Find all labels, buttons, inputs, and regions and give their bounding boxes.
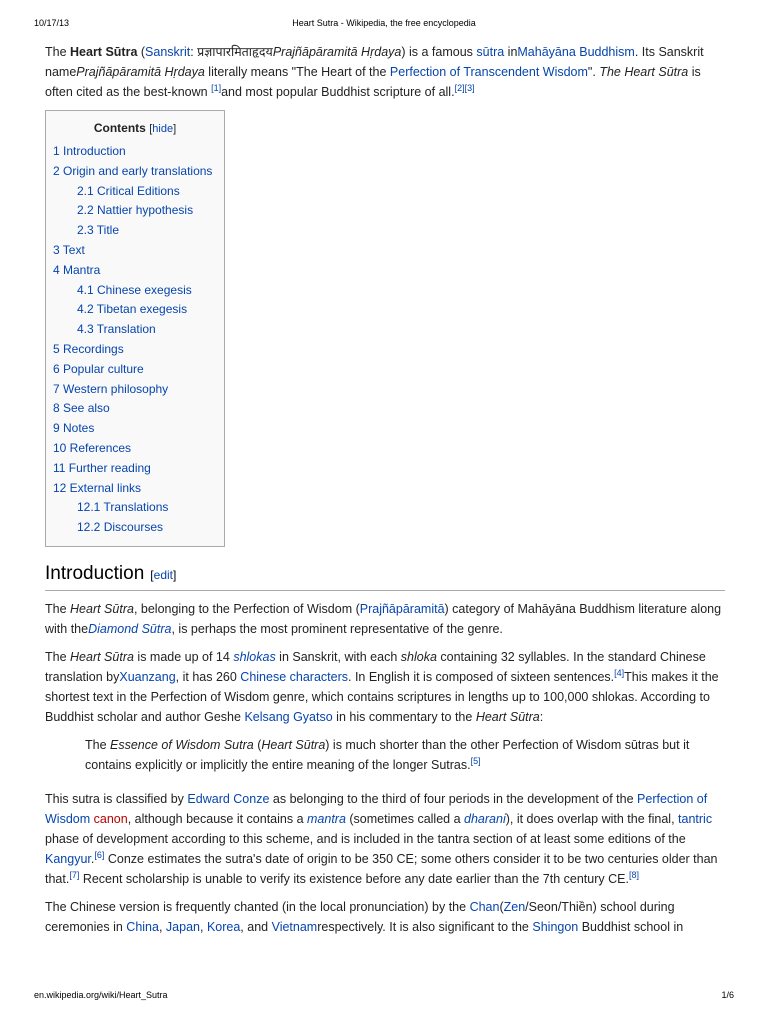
text: (	[253, 737, 262, 752]
ref-6[interactable]: [6]	[94, 849, 105, 860]
text: ,	[158, 919, 166, 934]
link-chan[interactable]: Chan	[469, 899, 500, 914]
article-content	[45, 42, 725, 945]
text: and most popular Buddhist scripture of all.	[221, 85, 455, 99]
link-text: shlokas	[233, 649, 276, 664]
toc-item-further-reading[interactable]: 11 Further reading	[53, 460, 151, 475]
heading-text: Introduction	[45, 562, 145, 584]
link-sutra[interactable]: sūtra	[476, 45, 505, 59]
toc-item-chinese-exegesis[interactable]: 4.1 Chinese exegesis	[77, 282, 192, 297]
text: : प्रज्ञापारमिताहृदय	[190, 45, 273, 59]
text: literally means "The Heart of the	[204, 65, 390, 79]
print-title: Heart Sutra - Wikipedia, the free encyclopedia	[292, 18, 476, 28]
text: , and	[240, 919, 272, 934]
link-xuanzang[interactable]: Xuanzang	[119, 669, 176, 684]
toc-item-western-philosophy[interactable]: 7 Western philosophy	[53, 381, 169, 396]
text: The	[45, 649, 71, 664]
toc-item-translations[interactable]: 12.1 Translations	[77, 500, 169, 515]
ref-1[interactable]: [1]	[211, 82, 222, 93]
quote-block	[85, 735, 725, 775]
link-canon[interactable]: canon	[93, 811, 128, 826]
toc-title: Contents	[93, 121, 146, 135]
text: Conze estimates the sutra's date of origin to be 350 CE; some others consider it to be two centuries older than that.	[45, 851, 718, 886]
toc-item-mantra[interactable]: 4 Mantra	[53, 262, 101, 277]
paragraph-2	[45, 647, 725, 727]
text: in	[504, 45, 518, 59]
text: ), it does overlap with the final,	[505, 811, 679, 826]
text: is made up of 14	[133, 649, 234, 664]
toc-item-origin[interactable]: 2 Origin and early translations	[53, 163, 213, 178]
link-kangyur[interactable]: Kangyur	[45, 851, 91, 866]
text: phase of development according to this scheme, and is included in the tantra section of at least some editions of the	[45, 831, 686, 846]
ref-5[interactable]: [5]	[470, 755, 481, 766]
link-shlokas[interactable]	[233, 650, 275, 664]
toc-item-critical-editions[interactable]: 2.1 Critical Editions	[77, 183, 180, 198]
print-header	[0, 18, 768, 32]
text: in Sanskrit, with each	[275, 649, 401, 664]
text: ) is much shorter than the other Perfection of Wisdom sūtras but it contains explicitly or implicitly the entire meaning of the longer Sutras.	[85, 737, 690, 772]
text: /Seon/Thiền) school during ceremonies in	[45, 899, 675, 934]
text-italic: Heart Sūtra	[70, 601, 134, 616]
print-page-number: 1/6	[721, 990, 734, 1000]
link-tantric[interactable]: tantric	[678, 811, 713, 826]
toc-item-text[interactable]: 3 Text	[53, 242, 85, 257]
link-korea[interactable]: Korea	[206, 919, 241, 934]
toc-list	[46, 142, 224, 538]
text: (sometimes called a	[345, 811, 465, 826]
toc-item-introduction[interactable]: 1 Introduction	[53, 144, 126, 158]
link-text: Diamond Sūtra	[88, 621, 172, 636]
text: (	[499, 899, 504, 914]
link-perfection-of-wisdom[interactable]: Perfection of Wisdom	[45, 791, 708, 826]
text: ) category of Mahāyāna Buddhism literature along with the	[45, 601, 722, 636]
link-text: dharani	[464, 811, 506, 826]
text: , although because it contains a	[127, 811, 307, 826]
text: This sutra is classified by	[45, 791, 188, 806]
edit-link[interactable]: edit	[153, 567, 173, 582]
text-italic: shloka	[400, 649, 437, 664]
text: ) is a famous	[401, 45, 477, 59]
toc-item-recordings[interactable]: 5 Recordings	[53, 341, 124, 356]
print-date: 10/17/13	[34, 18, 70, 28]
text: The	[45, 45, 71, 59]
link-prajnaparamita[interactable]: Prajñāpāramitā	[359, 601, 445, 616]
text: ,	[199, 919, 207, 934]
toc-item-notes[interactable]: 9 Notes	[53, 421, 95, 436]
article-title-bold: Heart Sūtra	[70, 45, 138, 59]
toc-item-external-links[interactable]: 12 External links	[53, 480, 142, 495]
link-china[interactable]: China	[126, 919, 159, 934]
link-text: mantra	[307, 811, 346, 826]
text: ".	[587, 65, 600, 79]
table-of-contents	[45, 110, 225, 547]
toc-item-discourses[interactable]: 12.2 Discourses	[77, 520, 164, 535]
text: , is perhaps the most prominent representative of the genre.	[171, 621, 503, 636]
ref-7[interactable]: [7]	[69, 869, 80, 880]
ref-8[interactable]: [8]	[628, 869, 639, 880]
paragraph-1	[45, 599, 725, 639]
text-italic: The Heart Sūtra	[599, 65, 689, 79]
link-diamond-sutra[interactable]	[88, 622, 171, 636]
paragraph-3	[45, 789, 725, 889]
ref-2[interactable]: [2]	[454, 82, 465, 93]
link-vietnam[interactable]: Vietnam	[271, 919, 318, 934]
text: . In English it is composed of sixteen sentences.	[348, 669, 615, 684]
text: .	[90, 851, 95, 866]
toc-item-popular-culture[interactable]: 6 Popular culture	[53, 361, 144, 376]
text: containing 32 syllables. In the standard Chinese translation by	[45, 649, 706, 684]
text-italic: Heart Sūtra	[261, 737, 326, 752]
toc-item-title[interactable]: 2.3 Title	[77, 223, 120, 238]
text: in his commentary to the	[332, 709, 476, 724]
link-japan[interactable]: Japan	[165, 919, 200, 934]
text: Buddhist school in	[578, 919, 684, 934]
ref-4[interactable]: [4]	[614, 667, 625, 678]
link-shingon[interactable]: Shingon	[532, 919, 579, 934]
toc-item-nattier-hypothesis[interactable]: 2.2 Nattier hypothesis	[77, 203, 194, 218]
toc-header: Contents [hide]	[93, 121, 177, 135]
toc-item-translation[interactable]: 4.3 Translation	[77, 322, 156, 337]
link-mantra[interactable]	[307, 812, 346, 826]
ref-3[interactable]: [3]	[464, 82, 475, 93]
lead-paragraph	[45, 42, 725, 102]
text: . Its Sanskrit name	[45, 45, 704, 79]
paragraph-4	[45, 897, 725, 937]
link-chinese-characters[interactable]: Chinese characters	[240, 669, 348, 684]
link-dharani[interactable]	[464, 812, 506, 826]
text: respectively. It is also significant to the	[317, 919, 533, 934]
text: This makes it the shortest text in the Perfection of Wisdom genre, which contains scriptures in lengths up to 100,000 shlokas. According to Buddhist scholar and author Geshe	[45, 669, 719, 724]
toc-item-tibetan-exegesis[interactable]: 4.2 Tibetan exegesis	[77, 302, 188, 317]
text: Recent scholarship is unable to verify its existence before any date earlier than the 7th century CE.	[79, 871, 629, 886]
text: The Chinese version is frequently chanted (in the local pronunciation) by the	[45, 899, 470, 914]
print-footer	[0, 990, 768, 1004]
link-mahayana[interactable]: Mahāyāna Buddhism	[517, 45, 635, 59]
text: The	[45, 601, 71, 616]
text-italic: Heart Sūtra	[475, 709, 540, 724]
text-italic: Heart Sūtra	[70, 649, 134, 664]
section-heading-introduction	[45, 561, 725, 591]
text: :	[539, 709, 544, 724]
text-italic: Prajñāpāramitā Hṛdaya	[272, 45, 402, 59]
text: (	[137, 45, 146, 59]
link-zen[interactable]: Zen	[503, 899, 526, 914]
text: , it has 260	[175, 669, 241, 684]
toc-item-see-also[interactable]: 8 See also	[53, 401, 110, 416]
text-italic: Prajñāpāramitā Hṛdaya	[76, 65, 205, 79]
toc-item-references[interactable]: 10 References	[53, 440, 132, 455]
toc-hide-link[interactable]: hide	[152, 123, 174, 135]
edit-section: [edit]	[150, 567, 177, 582]
print-url: en.wikipedia.org/wiki/Heart_Sutra	[34, 990, 168, 1000]
link-perfection-wisdom[interactable]: Perfection of Transcendent Wisdom	[389, 65, 588, 79]
link-edward-conze[interactable]: Edward Conze	[187, 791, 270, 806]
text: , belonging to the Perfection of Wisdom (	[133, 601, 360, 616]
text-italic: Essence of Wisdom Sutra	[110, 737, 254, 752]
text: as belonging to the third of four periods in the development of the	[269, 791, 638, 806]
text: The	[85, 737, 111, 752]
link-kelsang-gyatso[interactable]: Kelsang Gyatso	[244, 709, 333, 724]
text: is often cited as the best-known	[45, 65, 701, 99]
link-sanskrit[interactable]: Sanskrit	[145, 45, 191, 59]
